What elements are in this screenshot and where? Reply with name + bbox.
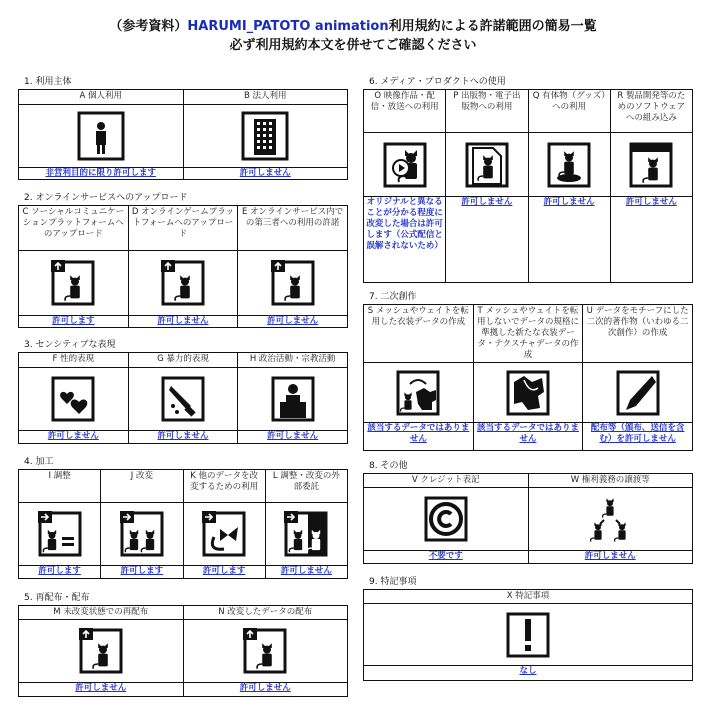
- icon-cell: [583, 363, 693, 423]
- permission-result-link[interactable]: 許可しません: [610, 197, 692, 283]
- permission-result-link[interactable]: 配布等（頒布、送信を含む）を許可しません: [583, 423, 693, 451]
- item-label: P 出版物・電子出版物への利用: [446, 90, 528, 133]
- icon-cell: [610, 133, 692, 197]
- permission-result-link[interactable]: 許可しません: [238, 316, 348, 328]
- icon-cell: [19, 503, 101, 566]
- redistribute-icon: [75, 624, 127, 678]
- header-prefix: （参考資料）: [109, 19, 188, 34]
- icon-cell: [19, 251, 129, 316]
- item-label: M 未改変状態での再配布: [19, 606, 184, 620]
- permission-result-link[interactable]: 許可しません: [19, 683, 184, 697]
- permission-table: [18, 352, 348, 444]
- section-1: [18, 76, 348, 180]
- permission-result-link[interactable]: 許可しません: [446, 197, 528, 283]
- section-title: 8. その他: [369, 461, 408, 471]
- icon-cell: [19, 620, 184, 683]
- permission-table: [363, 89, 693, 283]
- item-label: W 権利義務の譲渡等: [528, 474, 693, 488]
- permission-result-link[interactable]: 許可しません: [128, 431, 238, 444]
- section-title: 2. オンラインサービスへのアップロード: [24, 193, 188, 203]
- section-3: [18, 339, 348, 444]
- building-icon: [239, 109, 291, 163]
- icon-cell: [446, 133, 528, 197]
- icon-cell: [101, 503, 183, 566]
- knife-icon: [157, 372, 209, 426]
- item-label: G 暴力的表現: [128, 353, 238, 368]
- section-title: 1. 利用主体: [24, 77, 72, 87]
- upload-game-icon: [157, 256, 209, 310]
- icon-cell: [183, 620, 348, 683]
- permission-result-link[interactable]: 該当するデータではありません: [364, 423, 474, 451]
- permission-table: [18, 605, 348, 697]
- item-label: I 調整: [19, 470, 101, 503]
- icon-cell: [364, 604, 693, 666]
- item-label: B 法人利用: [183, 90, 348, 105]
- share-third-party-icon: [267, 256, 319, 310]
- icon-cell: [19, 368, 129, 431]
- section-5: [18, 592, 348, 697]
- page-header: [0, 17, 706, 55]
- exclamation-icon: [502, 608, 554, 662]
- icon-cell: [528, 133, 610, 197]
- icon-cell: [473, 363, 583, 423]
- icon-cell: [238, 368, 348, 431]
- item-label: D オンラインゲームプラットフォームへのアップロード: [128, 206, 238, 251]
- item-label: K 他のデータを改変するための利用: [183, 470, 265, 503]
- header-line-1: [0, 17, 706, 36]
- header-suffix: 利用規約による許諾範囲の簡易一覧: [388, 19, 597, 34]
- permission-result-link[interactable]: 非営利目的に限り許可します: [19, 168, 184, 180]
- icon-cell: [265, 503, 347, 566]
- person-icon: [75, 109, 127, 163]
- transfer-rights-icon: [584, 492, 636, 546]
- permission-result-link[interactable]: 該当するデータではありません: [473, 423, 583, 451]
- item-label: Q 有体物（グッズ）への利用: [528, 90, 610, 133]
- item-label: L 調整・改変の外部委託: [265, 470, 347, 503]
- permission-table: [363, 473, 693, 564]
- icon-cell: [528, 488, 693, 551]
- figure-icon: [543, 138, 595, 192]
- outsource-icon: [280, 507, 332, 561]
- icon-cell: [238, 251, 348, 316]
- permission-result-link[interactable]: 許可しません: [128, 316, 238, 328]
- costume-transfer-icon: [392, 366, 444, 420]
- permission-result-link[interactable]: 許可します: [101, 566, 183, 579]
- pen-icon: [612, 366, 664, 420]
- item-label: A 個人利用: [19, 90, 184, 105]
- icon-cell: [364, 488, 529, 551]
- icon-cell: [19, 105, 184, 168]
- item-label: N 改変したデータの配布: [183, 606, 348, 620]
- section-4: [18, 456, 348, 579]
- permission-table: [363, 304, 693, 451]
- item-label: X 特記事項: [364, 590, 693, 604]
- permission-result-link[interactable]: なし: [364, 666, 693, 681]
- permission-result-link[interactable]: 許可しません: [238, 431, 348, 444]
- permission-result-link[interactable]: オリジナルと異なることが分かる程度に改変した場合は許可します（公式配信と誤解されないため）: [364, 197, 446, 283]
- item-label: V クレジット表記: [364, 474, 529, 488]
- icon-cell: [183, 503, 265, 566]
- permission-table: [18, 89, 348, 180]
- permission-result-link[interactable]: 不要です: [364, 551, 529, 564]
- section-title: 5. 再配布・配布: [24, 593, 90, 603]
- permission-result-link[interactable]: 許可しません: [183, 168, 348, 180]
- permission-result-link[interactable]: 許可しません: [528, 197, 610, 283]
- modify-icon: [116, 507, 168, 561]
- section-9: [363, 576, 693, 681]
- section-title: 9. 特記事項: [369, 577, 417, 587]
- permission-result-link[interactable]: 許可しません: [265, 566, 347, 579]
- section-8: [363, 460, 693, 564]
- permission-table: [363, 589, 693, 681]
- permission-result-link[interactable]: 許可しません: [19, 431, 129, 444]
- permission-result-link[interactable]: 許可します: [19, 566, 101, 579]
- item-label: S メッシュやウェイトを転用した衣装データの作成: [364, 305, 474, 363]
- brand-name: HARUMI_PATOTO animation: [187, 19, 389, 34]
- podium-icon: [267, 372, 319, 426]
- permission-table: [18, 205, 348, 328]
- reuse-data-icon: [198, 507, 250, 561]
- video-icon: [379, 138, 431, 192]
- upload-social-icon: [47, 256, 99, 310]
- header-line-2: 必ず利用規約本文を併せてご確認ください: [229, 38, 477, 53]
- section-title: 4. 加工: [24, 457, 54, 467]
- permission-result-link[interactable]: 許可します: [19, 316, 129, 328]
- section-7: [363, 291, 693, 451]
- item-label: R 製品開発等のためのソフトウェアへの組み込み: [610, 90, 692, 133]
- section-2: [18, 192, 348, 328]
- adjust-icon: [34, 507, 86, 561]
- item-label: F 性的表現: [19, 353, 129, 368]
- hearts-icon: [47, 372, 99, 426]
- distribute-modified-icon: [239, 624, 291, 678]
- icon-cell: [128, 368, 238, 431]
- permission-result-link[interactable]: 許可します: [183, 566, 265, 579]
- item-label: E オンラインサービス内での第三者への利用の許諾: [238, 206, 348, 251]
- permission-result-link[interactable]: 許可しません: [183, 683, 348, 697]
- item-label: H 政治活動・宗教活動: [238, 353, 348, 368]
- icon-cell: [364, 363, 474, 423]
- icon-cell: [128, 251, 238, 316]
- section-title: 6. メディア・プロダクトへの使用: [369, 77, 506, 87]
- icon-cell: [364, 133, 446, 197]
- item-label: U データをモチーフにした二次的著作物（いわゆる二次創作）の作成: [583, 305, 693, 363]
- copyright-icon: [420, 492, 472, 546]
- software-icon: [625, 138, 677, 192]
- costume-icon: [502, 366, 554, 420]
- icon-cell: [183, 105, 348, 168]
- permission-result-link[interactable]: 許可しません: [528, 551, 693, 564]
- permission-table: [18, 469, 348, 579]
- section-6: [363, 76, 693, 283]
- publication-icon: [461, 138, 513, 192]
- item-label: J 改変: [101, 470, 183, 503]
- item-label: T メッシュやウェイトを転用しないでデータの規格に準拠した新たな衣装データ・テクスチャデータの作成: [473, 305, 583, 363]
- section-title: 3. センシティブな表現: [24, 340, 116, 350]
- item-label: C ソーシャルコミュニケーションプラットフォームへのアップロード: [19, 206, 129, 251]
- section-title: 7. 二次創作: [369, 292, 417, 302]
- item-label: O 映像作品・配信・放送への利用: [364, 90, 446, 133]
